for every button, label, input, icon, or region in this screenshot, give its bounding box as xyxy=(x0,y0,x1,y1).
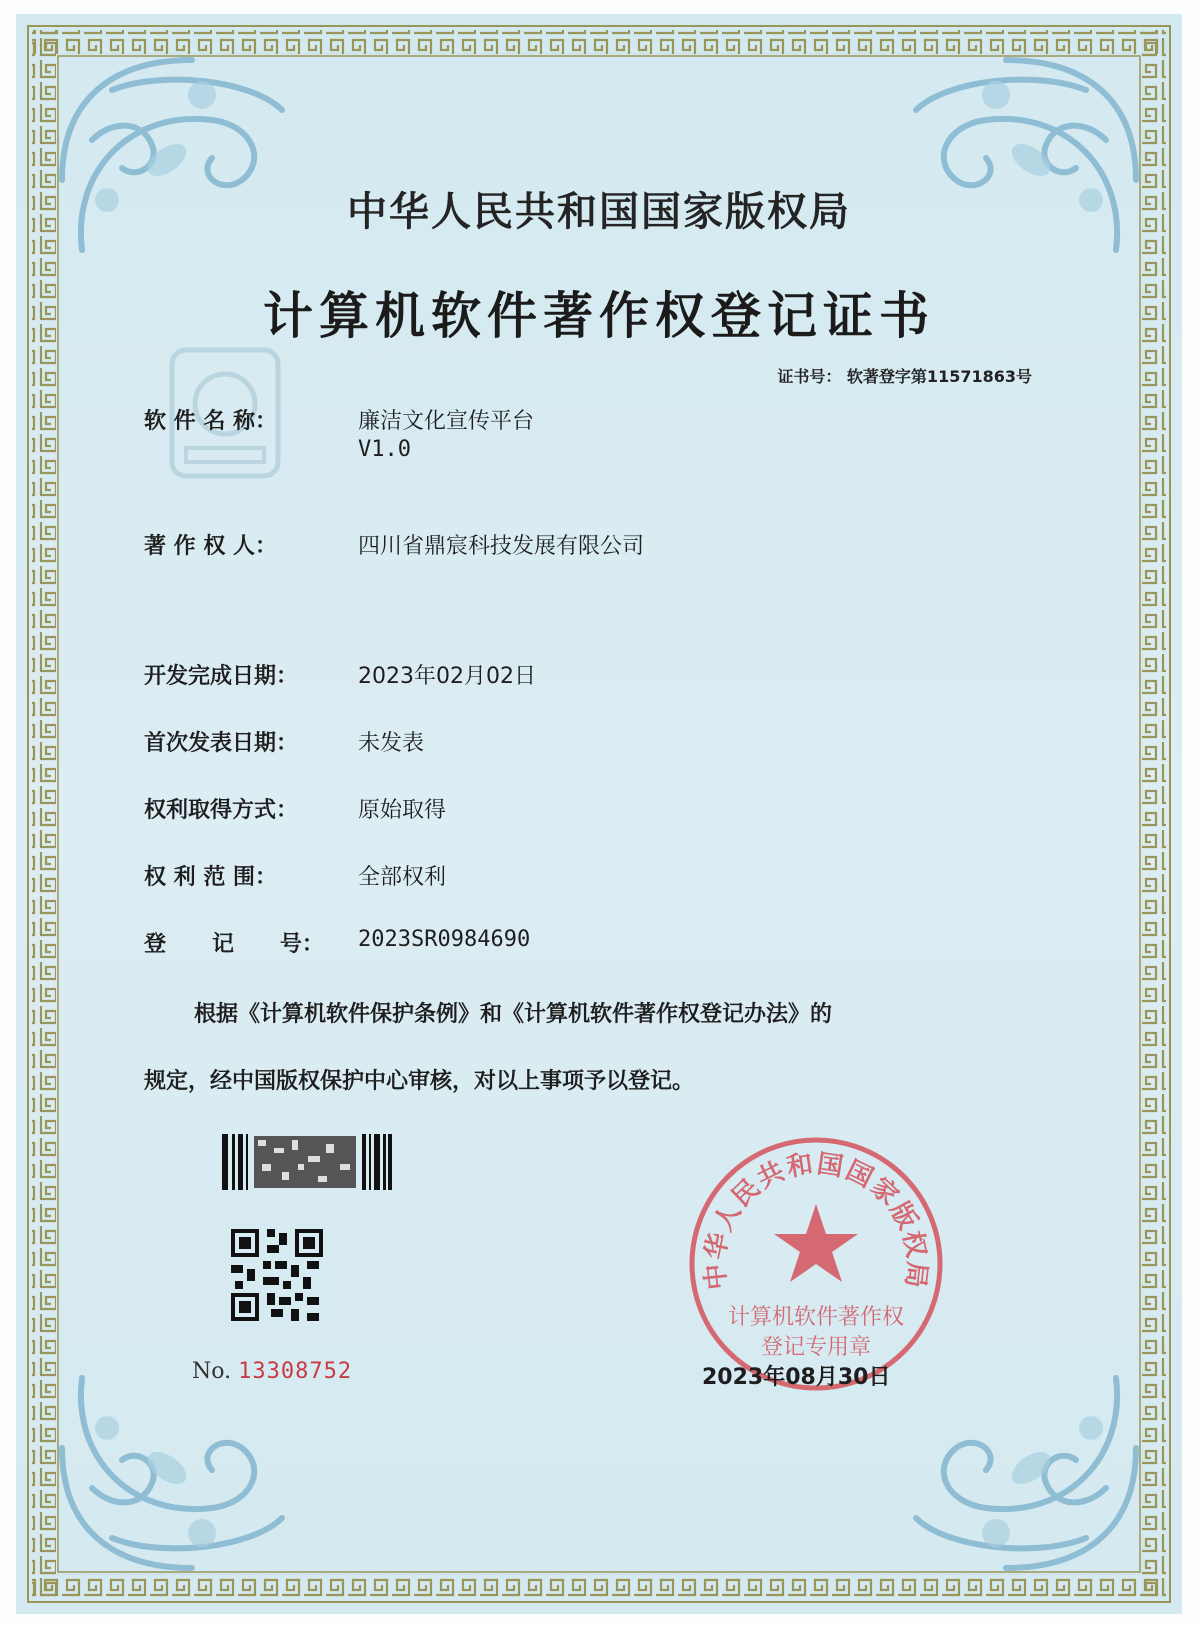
field-label: 权利取得方式： xyxy=(144,798,299,823)
svg-text:登记专用章: 登记专用章 xyxy=(760,1335,872,1360)
field-label: 首次发表日期： xyxy=(144,731,299,756)
qr-code-icon xyxy=(231,1229,323,1321)
field-value: 四川省鼎宸科技发展有限公司 xyxy=(358,534,645,559)
certificate-number: 证书号： 软著登字第11571863号 xyxy=(777,367,1032,386)
svg-text:计算机软件著作权: 计算机软件著作权 xyxy=(727,1305,905,1330)
corner-ornament-top-left xyxy=(52,50,292,290)
field-value: 全部权利 xyxy=(358,865,447,890)
field-label: 软 件 名 称： xyxy=(144,409,277,434)
field-label: 著 作 权 人： xyxy=(144,534,277,559)
serial-value: 13308752 xyxy=(238,1359,353,1384)
issuer-heading: 中华人民共和国国家版权局 xyxy=(347,189,851,235)
field-value: 2023SR0984690 xyxy=(358,927,531,952)
field-label: 登 记 号： xyxy=(144,932,324,957)
statement-line-2: 规定，经中国版权保护中心审核，对以上事项予以登记。 xyxy=(144,1069,695,1094)
barcode-icon xyxy=(222,1134,392,1194)
field-value: 未发表 xyxy=(358,731,425,756)
official-seal xyxy=(686,1134,946,1394)
serial-prefix: No. xyxy=(192,1359,232,1384)
statement-line-1: 根据《计算机软件保护条例》和《计算机软件著作权登记办法》的 xyxy=(194,1002,833,1027)
issue-date: 2023年08月30日 xyxy=(702,1365,891,1390)
field-value: V1.0 xyxy=(358,437,411,462)
field-value: 廉洁文化宣传平台 xyxy=(358,409,535,434)
svg-text:中华人民共和国国家版权局: 中华人民共和国国家版权局 xyxy=(700,1149,932,1292)
certificate-sheet xyxy=(16,14,1182,1614)
corner-ornament-top-right xyxy=(906,50,1146,290)
field-label: 权 利 范 围： xyxy=(144,865,277,890)
serial-number xyxy=(192,1359,352,1384)
field-label: 开发完成日期： xyxy=(144,664,299,689)
certificate-title: 计算机软件著作权登记证书 xyxy=(263,286,935,345)
field-value: 原始取得 xyxy=(358,798,447,823)
field-value: 2023年02月02日 xyxy=(358,664,536,689)
